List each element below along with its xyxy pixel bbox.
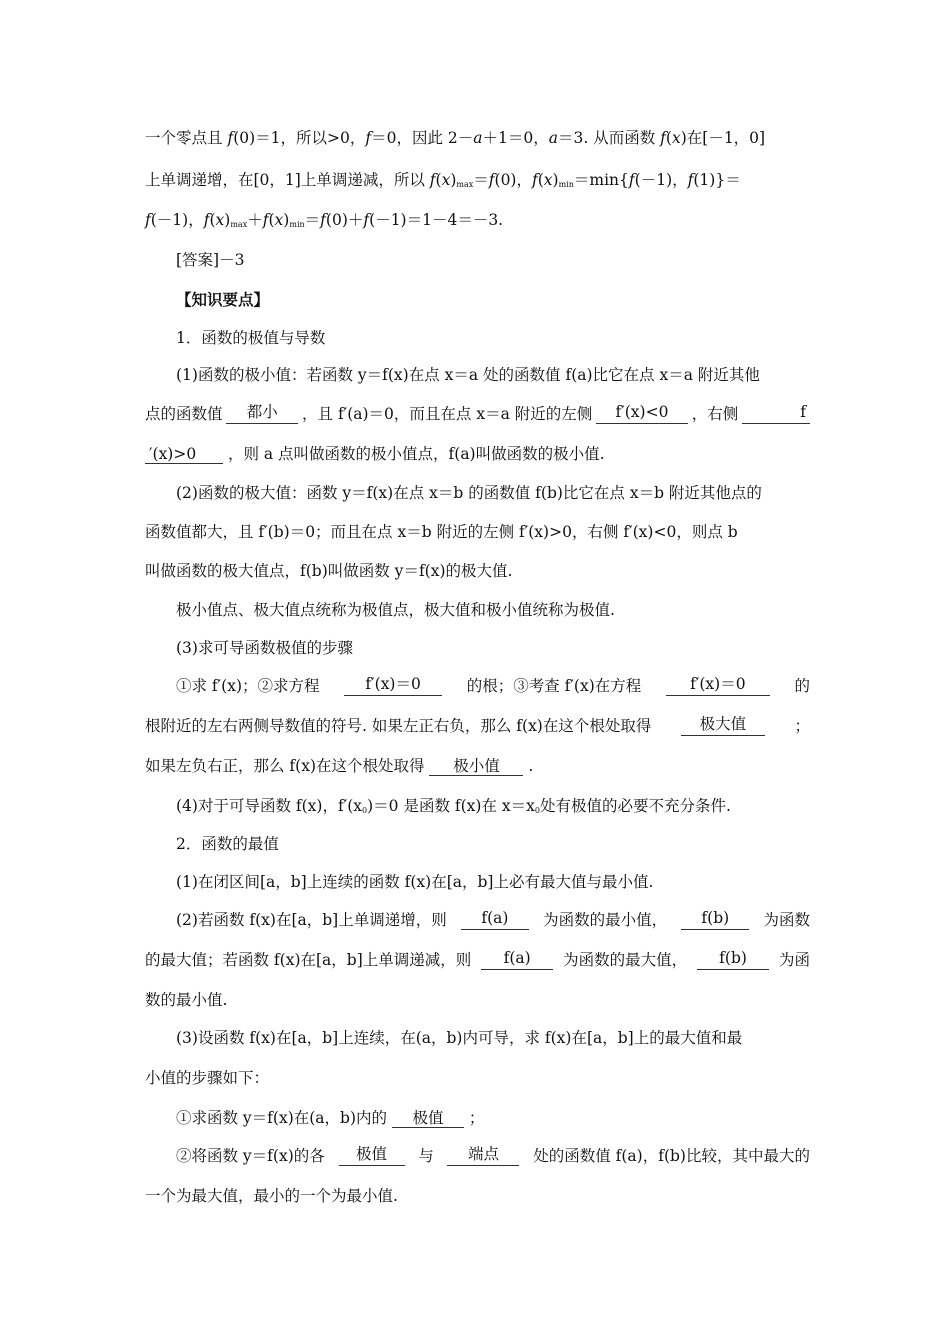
fill-blank: f(a) (481, 950, 553, 970)
s1-extremum-note: 极小值点、极大值点统称为极值点，极大值和极小值统称为极值. (176, 601, 615, 619)
solution-line-3 (145, 210, 810, 235)
fill-blank: f (742, 404, 810, 424)
s1-p2-line-b: 函数值都大，且 f′(b)＝0；而且在点 x＝b 附近的左侧 f′(x)>0，右侧 f′(x)<0，则点 b (145, 523, 738, 541)
fill-blank: 极值 (392, 1110, 464, 1128)
answer-text: [答案]－3 (176, 251, 245, 269)
s1-p3-title: (3)求可导函数极值的步骤 (176, 639, 353, 657)
fill-blank: f(a) (461, 910, 529, 930)
s2-p2-line-a: (2)若函数 f(x)在[a，b]上单调递增，则 f(a) 为函数的最小值， f(b) 为函数 (176, 909, 810, 929)
fill-blank: 极值 (339, 1146, 405, 1166)
fill-blank: 都小 (226, 404, 298, 424)
section-1-title: 1．函数的极值与导数 (176, 329, 326, 347)
fill-blank: 极小值 (429, 758, 523, 776)
fill-blank: 端点 (447, 1146, 519, 1166)
fill-blank: f′(x)＝0 (344, 676, 442, 696)
fill-blank: f′(x)<0 (596, 404, 688, 424)
s2-p1: (1)在闭区间[a，b]上连续的函数 f(x)在[a，b]上必有最大值与最小值. (176, 873, 654, 891)
s1-p1-line-c: ′(x)>0 ，则 a 点叫做函数的极小值点，f(a)叫做函数的极小值. (145, 444, 810, 464)
s2-p3-line-b: 小值的步骤如下： (145, 1069, 270, 1087)
s1-p2-line-c: 叫做函数的极大值点，f(b)叫做函数 y＝f(x)的极大值. (145, 562, 513, 580)
s2-p3-line-a: (3)设函数 f(x)在[a，b]上连续，在(a，b)内可导，求 f(x)在[a，b]上的最大值和最 (176, 1029, 743, 1047)
s1-p3-line-a: ①求 f′(x)；②求方程 f′(x)＝0 的根；③考查 f′(x)在方程 f′(x)＝0 的 (176, 675, 810, 695)
fill-blank: 极大值 (681, 716, 765, 736)
solution-line-1 (145, 128, 810, 148)
fill-blank: f(b) (681, 910, 749, 930)
solution-text: 上单调递增，在[0，1]上单调递减，所以 $f(x)_{max}=f(0)$，$f(x)_{min}=\min\{f(-1)$，f(1)}＝ (145, 171, 741, 189)
fill-blank: f′(x)＝0 (666, 676, 770, 696)
s1-p1-line-b: 点的函数值 都小 ，且 f′(a)＝0，而且在点 x＝a 附近的左侧 f′(x)<0 ，右侧 f (145, 404, 810, 424)
s2-p3-step-1: ①求函数 y＝f(x)在(a，b)内的 极值 ； (176, 1109, 485, 1127)
s1-p4 (176, 796, 810, 821)
solution-text: 一个零点且 f(0)＝1，所以>0，f＝0，因此 2－a＋1＝0，a＝3. 从而函数 f(x)在[－1，0] (145, 129, 766, 147)
s2-p2-line-c: 数的最小值. (145, 991, 228, 1009)
s1-p1-line-a: (1)函数的极小值：若函数 y＝f(x)在点 x＝a 处的函数值 f(a)比它在点 x＝a 附近其他 (176, 366, 760, 384)
section-2-title: 2．函数的最值 (176, 835, 279, 853)
fill-blank: f(b) (697, 950, 769, 970)
s2-p3-step-2: ②将函数 y＝f(x)的各 极值 与 端点 处的函数值 f(a)，f(b)比较，其中最大的 (176, 1145, 810, 1165)
solution-line-2 (145, 170, 810, 195)
s1-p3-line-c: 如果左负右正，那么 f(x)在这个根处取得 极小值 . (145, 757, 534, 775)
s1-p3-line-b: 根附近的左右两侧导数值的符号. 如果左正右负，那么 f(x)在这个根处取得 极大值 ； (145, 715, 810, 735)
s1-p2-line-a: (2)函数的极大值：函数 y＝f(x)在点 x＝b 的函数值 f(b)比它在点 x＝b 附近其他点的 (176, 484, 762, 502)
s1-p4-text: (4)对于可导函数 f(x)，$f'(x_0)=0$ 是函数 f(x)在 $x=x_0$处有极值的必要不充分条件. (176, 797, 731, 815)
s2-p3-step-2-cont: 一个为最大值，最小的一个为最小值. (145, 1187, 398, 1205)
s2-p2-line-b: 的最大值；若函数 f(x)在[a，b]上单调递减，则 f(a) 为函数的最大值， f(b) 为函 (145, 949, 810, 969)
answer-line (176, 250, 810, 270)
fill-blank: ′(x)>0 (145, 446, 223, 464)
solution-text: f(－1)，$f(x)_{max}+f(x)_{min}=f(0)+f(-1)=1-4=-3$. (145, 211, 504, 229)
knowledge-title: 【知识要点】 (176, 290, 270, 309)
